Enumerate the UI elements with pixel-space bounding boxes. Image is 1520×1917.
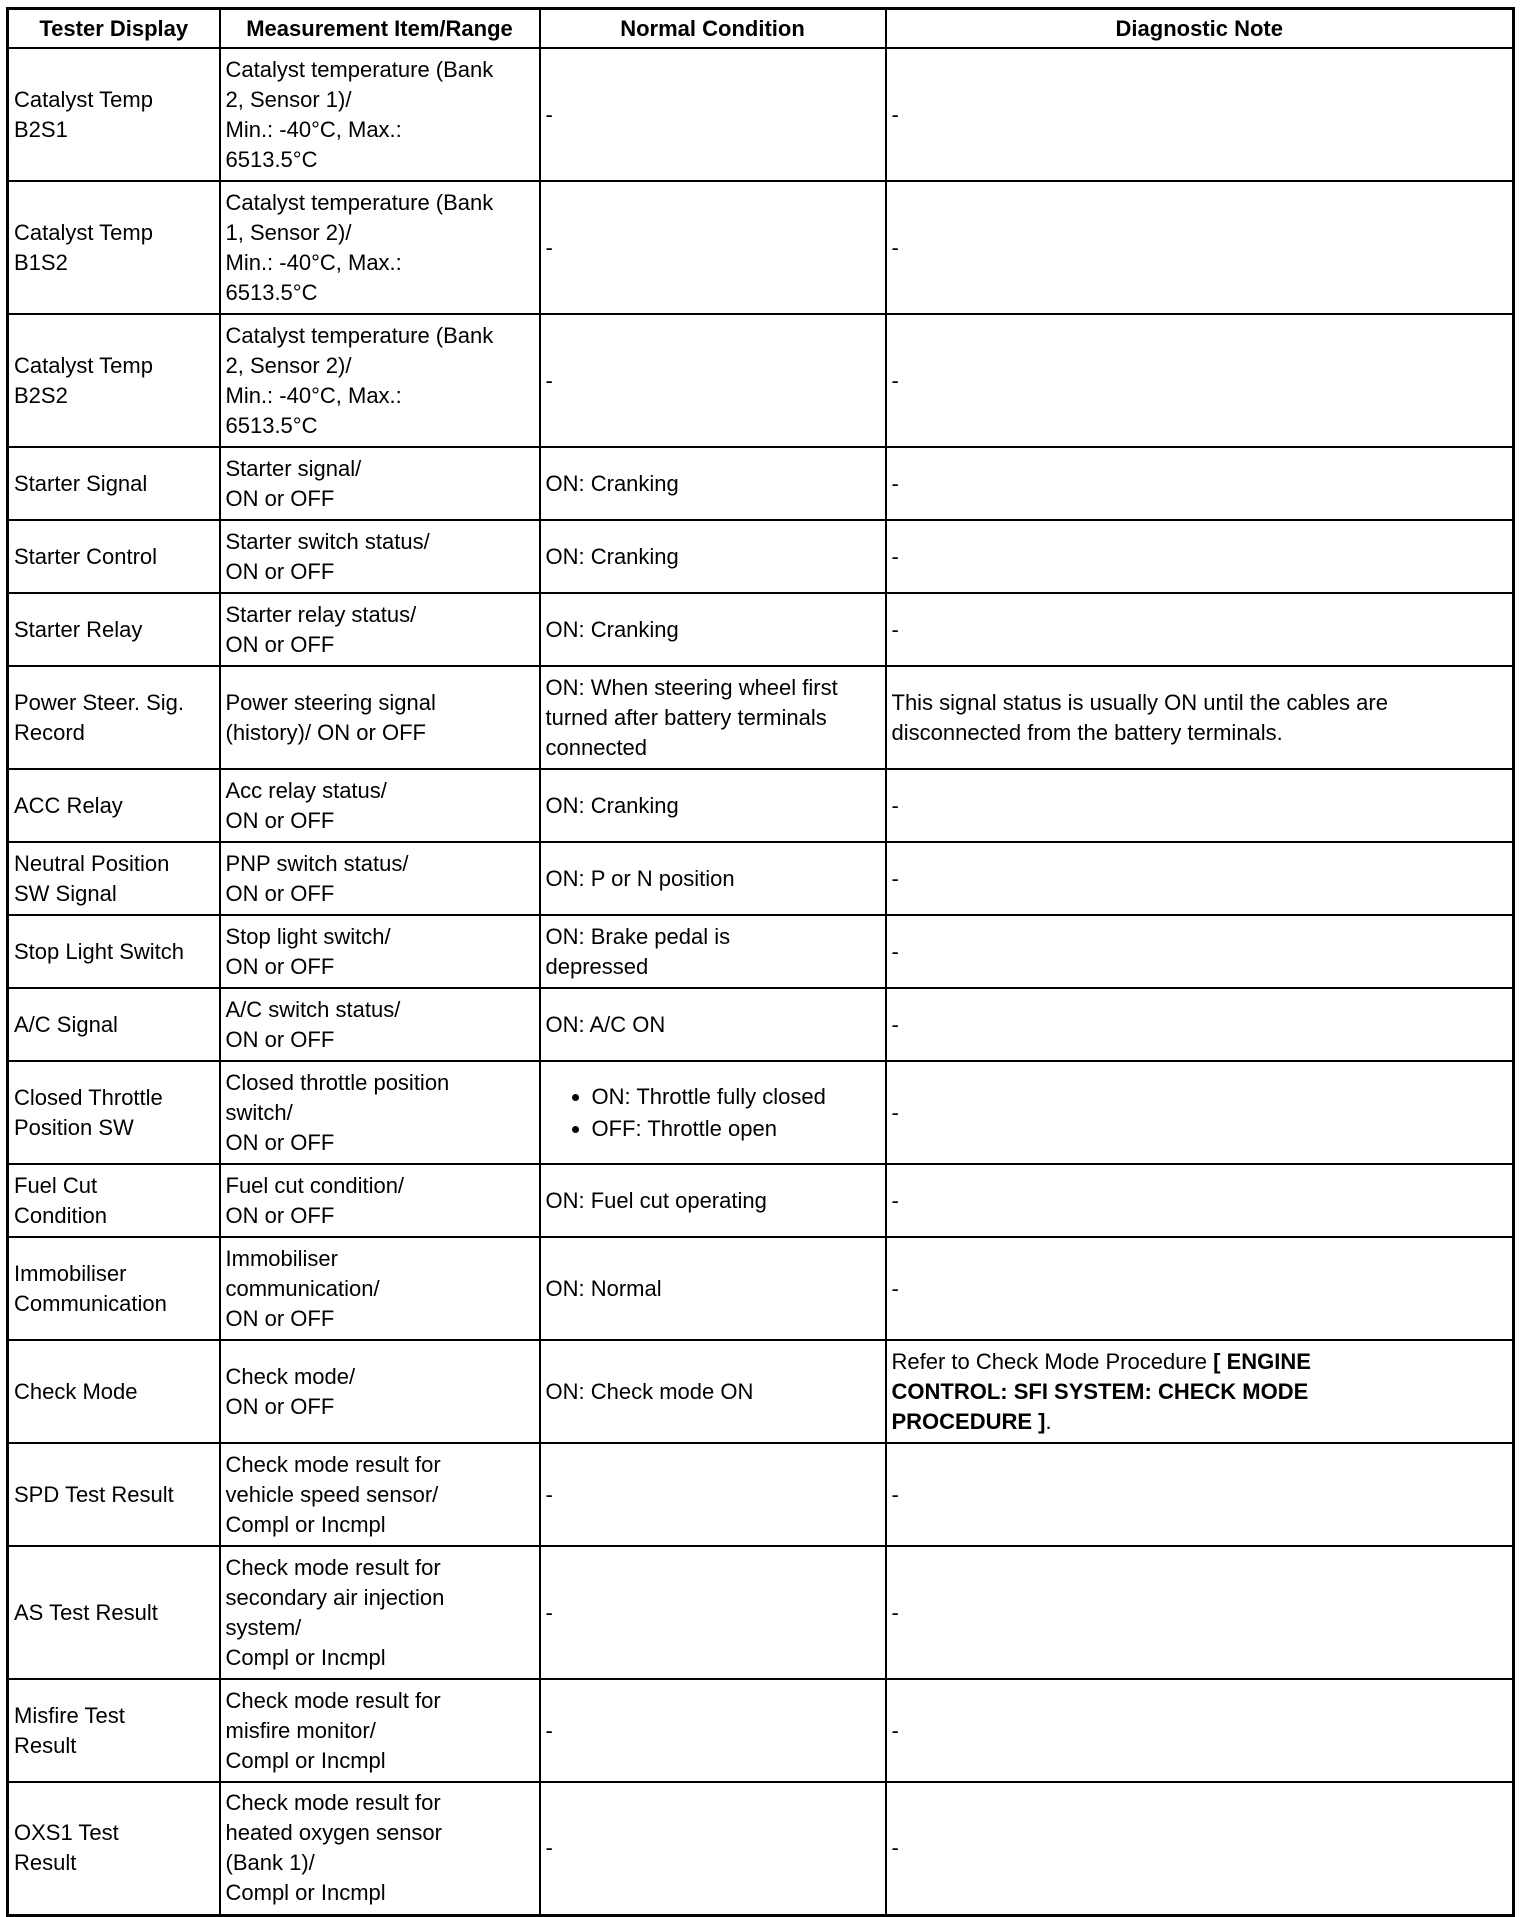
- diagnostic-note-cell: -: [886, 314, 1514, 447]
- diagnostic-note-cell: -: [886, 1237, 1514, 1340]
- tester-display-cell: Power Steer. Sig. Record: [8, 666, 220, 769]
- diagnostic-note-cell: -: [886, 447, 1514, 520]
- measurement-item-cell: Check mode result for secondary air injection system/ Compl or Incmpl: [220, 1546, 540, 1679]
- measurement-item-cell: Catalyst temperature (Bank 2, Sensor 1)/ Min.: -40°C, Max.: 6513.5°C: [220, 48, 540, 181]
- table-row: [8, 1443, 1514, 1546]
- tester-display-cell: Catalyst Temp B2S1: [8, 48, 220, 181]
- tester-display-cell: Check Mode: [8, 1340, 220, 1443]
- normal-condition-cell: ON: Fuel cut operating: [540, 1164, 886, 1237]
- table-row: [8, 1340, 1514, 1443]
- normal-condition-cell: ON: Cranking: [540, 520, 886, 593]
- list-item: • ON: Throttle fully closed: [592, 1081, 880, 1113]
- normal-condition-cell: -: [540, 1782, 886, 1915]
- diagnostic-note-cell: -: [886, 988, 1514, 1061]
- table-row: [8, 666, 1514, 769]
- diagnostic-note-cell: -: [886, 1546, 1514, 1679]
- diagnostic-note-cell: -: [886, 520, 1514, 593]
- tester-display-cell: Immobiliser Communication: [8, 1237, 220, 1340]
- table-row: [8, 1679, 1514, 1782]
- measurement-item-cell: Closed throttle position switch/ ON or OFF: [220, 1061, 540, 1164]
- normal-condition-cell: ON: Cranking: [540, 769, 886, 842]
- tester-display-cell: ACC Relay: [8, 769, 220, 842]
- header-measurement-item: Measurement Item/Range: [220, 9, 540, 49]
- tester-display-cell: A/C Signal: [8, 988, 220, 1061]
- tester-display-cell: Starter Relay: [8, 593, 220, 666]
- normal-condition-cell: -: [540, 1443, 886, 1546]
- measurement-item-cell: Acc relay status/ ON or OFF: [220, 769, 540, 842]
- diagnostic-note-cell: -: [886, 842, 1514, 915]
- tester-display-cell: Misfire Test Result: [8, 1679, 220, 1782]
- diagnostic-note-cell: -: [886, 915, 1514, 988]
- normal-condition-cell: ON: A/C ON: [540, 988, 886, 1061]
- diagnostic-note-cell: Refer to Check Mode Procedure [ ENGINE CONTROL: SFI SYSTEM: CHECK MODE PROCEDURE ].: [886, 1340, 1514, 1443]
- tester-display-cell: OXS1 Test Result: [8, 1782, 220, 1915]
- tester-display-cell: Closed Throttle Position SW: [8, 1061, 220, 1164]
- table-row: [8, 447, 1514, 520]
- diagnostic-note-cell: -: [886, 769, 1514, 842]
- list-item: • OFF: Throttle open: [592, 1113, 880, 1145]
- measurement-item-cell: Starter relay status/ ON or OFF: [220, 593, 540, 666]
- measurement-item-cell: Starter signal/ ON or OFF: [220, 447, 540, 520]
- diagnostic-note-cell: -: [886, 1443, 1514, 1546]
- table-row: [8, 593, 1514, 666]
- diagnostic-note-cell: -: [886, 181, 1514, 314]
- measurement-item-cell: Stop light switch/ ON or OFF: [220, 915, 540, 988]
- measurement-item-cell: Check mode result for heated oxygen sensor (Bank 1)/ Compl or Incmpl: [220, 1782, 540, 1915]
- normal-condition-cell: ON: Normal: [540, 1237, 886, 1340]
- diagnostic-note-cell: -: [886, 1679, 1514, 1782]
- header-tester-display: Tester Display: [8, 9, 220, 49]
- normal-condition-cell: ON: Cranking: [540, 447, 886, 520]
- data-list-table: [6, 7, 1515, 1917]
- diagnostic-note-cell: -: [886, 1061, 1514, 1164]
- normal-condition-cell: ON: Check mode ON: [540, 1340, 886, 1443]
- tester-display-cell: Catalyst Temp B1S2: [8, 181, 220, 314]
- tester-display-cell: Starter Signal: [8, 447, 220, 520]
- table-row: [8, 520, 1514, 593]
- measurement-item-cell: Check mode result for misfire monitor/ Compl or Incmpl: [220, 1679, 540, 1782]
- diagnostic-data-document: [6, 7, 1512, 1917]
- tester-display-cell: Stop Light Switch: [8, 915, 220, 988]
- measurement-item-cell: Catalyst temperature (Bank 1, Sensor 2)/ Min.: -40°C, Max.: 6513.5°C: [220, 181, 540, 314]
- diagnostic-note-cell: -: [886, 48, 1514, 181]
- measurement-item-cell: A/C switch status/ ON or OFF: [220, 988, 540, 1061]
- tester-display-cell: Neutral Position SW Signal: [8, 842, 220, 915]
- table-row: [8, 769, 1514, 842]
- normal-condition-cell: -: [540, 1546, 886, 1679]
- normal-condition-cell: ON: P or N position: [540, 842, 886, 915]
- tester-display-cell: AS Test Result: [8, 1546, 220, 1679]
- normal-condition-cell: -: [540, 48, 886, 181]
- normal-condition-cell: [540, 1061, 886, 1164]
- table-row: [8, 1164, 1514, 1237]
- measurement-item-cell: Catalyst temperature (Bank 2, Sensor 2)/ Min.: -40°C, Max.: 6513.5°C: [220, 314, 540, 447]
- diagnostic-note-cell: -: [886, 1782, 1514, 1915]
- table-header-row: [8, 9, 1514, 49]
- table-row: [8, 48, 1514, 181]
- normal-condition-cell: ON: Brake pedal is depressed: [540, 915, 886, 988]
- diagnostic-note-cell: This signal status is usually ON until the cables are disconnected from the battery terminals.: [886, 666, 1514, 769]
- header-normal-condition: Normal Condition: [540, 9, 886, 49]
- normal-condition-cell: ON: Cranking: [540, 593, 886, 666]
- tester-display-cell: Catalyst Temp B2S2: [8, 314, 220, 447]
- measurement-item-cell: Fuel cut condition/ ON or OFF: [220, 1164, 540, 1237]
- measurement-item-cell: Immobiliser communication/ ON or OFF: [220, 1237, 540, 1340]
- normal-condition-cell: ON: When steering wheel first turned after battery terminals connected: [540, 666, 886, 769]
- check-mode-procedure-reference: [ ENGINE: [1213, 1348, 1311, 1374]
- table-row: [8, 988, 1514, 1061]
- tester-display-cell: Fuel Cut Condition: [8, 1164, 220, 1237]
- table-row: [8, 1061, 1514, 1164]
- table-row: [8, 1546, 1514, 1679]
- diagnostic-note-cell: -: [886, 593, 1514, 666]
- normal-condition-cell: -: [540, 1679, 886, 1782]
- diagnostic-note-cell: -: [886, 1164, 1514, 1237]
- tester-display-cell: SPD Test Result: [8, 1443, 220, 1546]
- measurement-item-cell: Check mode result for vehicle speed sensor/ Compl or Incmpl: [220, 1443, 540, 1546]
- normal-condition-cell: -: [540, 181, 886, 314]
- table-row: [8, 1237, 1514, 1340]
- tester-display-cell: Starter Control: [8, 520, 220, 593]
- measurement-item-cell: PNP switch status/ ON or OFF: [220, 842, 540, 915]
- table-row: [8, 842, 1514, 915]
- table-row: [8, 314, 1514, 447]
- normal-condition-bullet-list: [546, 1081, 880, 1145]
- measurement-item-cell: Starter switch status/ ON or OFF: [220, 520, 540, 593]
- table-row: [8, 1782, 1514, 1915]
- measurement-item-cell: Check mode/ ON or OFF: [220, 1340, 540, 1443]
- table-row: [8, 915, 1514, 988]
- normal-condition-cell: -: [540, 314, 886, 447]
- measurement-item-cell: Power steering signal (history)/ ON or OFF: [220, 666, 540, 769]
- table-row: [8, 181, 1514, 314]
- header-diagnostic-note: Diagnostic Note: [886, 9, 1514, 49]
